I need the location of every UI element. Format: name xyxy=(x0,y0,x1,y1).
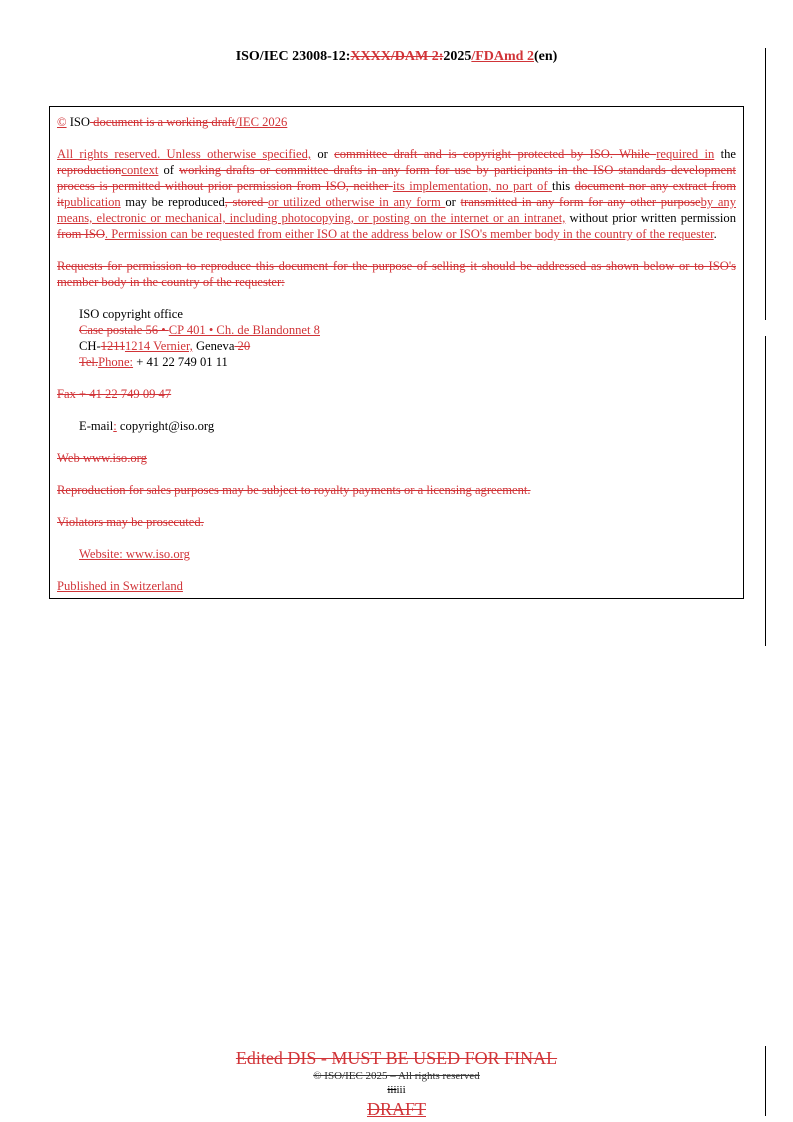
deleted-text: Violators may be prosecuted. xyxy=(57,515,204,529)
deleted-text: 20 xyxy=(234,339,251,353)
paragraph xyxy=(57,418,736,434)
paragraph xyxy=(57,514,736,530)
deleted-text: working drafts or committee drafts in any form for use by participants in the ISO standards development process is permitted without prior permission from ISO, neither xyxy=(57,163,736,193)
deleted-text: 1211 xyxy=(100,339,125,353)
page-number-current: iii xyxy=(396,1084,406,1096)
paragraph xyxy=(57,386,736,402)
paragraph xyxy=(57,114,736,130)
inserted-text: context xyxy=(121,163,159,177)
text-run: 2025 xyxy=(443,49,472,64)
text-run: ISO xyxy=(66,115,91,129)
deleted-text: transmitted in any form for any other purpose xyxy=(460,195,701,209)
text-run: the xyxy=(714,147,736,161)
text-run: or xyxy=(445,195,461,209)
inserted-text: by any means, electronic or mechanical, including photocopying, or posting on the internet or an intranet, xyxy=(57,195,737,225)
inserted-text: Phone: xyxy=(98,355,134,369)
deleted-text: document nor any extract from it xyxy=(57,179,736,209)
paragraph xyxy=(57,546,736,562)
text-run: CH- xyxy=(79,339,101,353)
deleted-text: from ISO xyxy=(57,227,105,241)
paragraph xyxy=(57,306,736,322)
inserted-text: publication xyxy=(64,195,121,209)
text-run: of xyxy=(158,163,180,177)
watermark-line-1: Edited DIS - MUST BE USED FOR FINAL xyxy=(235,1048,558,1068)
text-run: without prior written permission xyxy=(565,211,737,225)
inserted-text: 1214 Vernier, xyxy=(124,339,193,353)
inserted-text: : xyxy=(113,419,117,433)
paragraph xyxy=(57,338,736,354)
text-run: . xyxy=(713,227,717,241)
copyright-notice-box xyxy=(49,106,744,599)
inserted-text: /FDAmd 2 xyxy=(471,49,534,64)
deleted-text: reproduction xyxy=(57,163,122,177)
inserted-text: . Permission can be requested from either ISO at the address below or ISO's member body in the country of the requester xyxy=(104,227,714,241)
paragraph xyxy=(57,322,736,338)
footer-copyright: © ISO/IEC 2025 – All rights reserved xyxy=(313,1070,480,1082)
paragraph xyxy=(57,146,736,242)
inserted-text: All rights reserved. Unless otherwise specified, xyxy=(57,147,312,161)
paragraph xyxy=(57,482,736,498)
deleted-text: Requests for permission to reproduce this document for the purpose of selling it should be addressed as shown below or to ISO's member body in the country of the requester: xyxy=(57,259,736,289)
paragraph xyxy=(57,258,736,290)
deleted-text: Fax + 41 22 749 09 47 xyxy=(57,387,172,401)
page-number xyxy=(0,1084,793,1097)
text-run: + 41 22 749 01 11 xyxy=(133,355,228,369)
paragraph xyxy=(57,354,736,370)
text-run: or xyxy=(311,147,335,161)
change-bar xyxy=(765,48,766,320)
change-bar xyxy=(765,336,766,646)
paragraph xyxy=(57,450,736,466)
text-run: E-mail xyxy=(79,419,114,433)
inserted-text: /IEC 2026 xyxy=(235,115,288,129)
deleted-text: XXXX/DAM 2: xyxy=(350,49,444,64)
text-run: ISO/IEC 23008-12: xyxy=(235,49,351,64)
deleted-text: document is a working draft xyxy=(90,115,236,129)
text-run: this xyxy=(552,179,575,193)
inserted-text: or utilized otherwise in any form xyxy=(267,195,446,209)
watermark-line-2: DRAFT xyxy=(366,1099,426,1119)
page-number-deleted: iii xyxy=(387,1084,397,1096)
inserted-text: Published in Switzerland xyxy=(57,579,183,593)
text-run: Geneva xyxy=(192,339,235,353)
deleted-text: Tel. xyxy=(79,355,99,369)
inserted-text: its implementation, no part of xyxy=(392,179,553,193)
deleted-text: www.iso.org xyxy=(82,451,147,465)
document-header xyxy=(0,49,793,65)
inserted-text: © xyxy=(57,115,67,129)
text-run: copyright@iso.org xyxy=(116,419,215,433)
text-run: may be reproduced xyxy=(120,195,225,209)
deleted-text: Reproduction for sales purposes may be subject to royalty payments or a licensing agreement. xyxy=(57,483,531,497)
text-run: (en) xyxy=(533,49,558,64)
deleted-text: , stored xyxy=(224,195,268,209)
text-run: ISO copyright office xyxy=(79,307,183,321)
deleted-text: committee draft and is copyright protected by ISO. While xyxy=(334,147,657,161)
inserted-text: CP 401 • Ch. de Blandonnet 8 xyxy=(168,323,320,337)
paragraph xyxy=(57,578,736,594)
deleted-text: Web xyxy=(57,451,83,465)
inserted-text: required in xyxy=(656,147,715,161)
inserted-text: Website: www.iso.org xyxy=(79,547,190,561)
deleted-text: Case postale 56 • xyxy=(79,323,169,337)
